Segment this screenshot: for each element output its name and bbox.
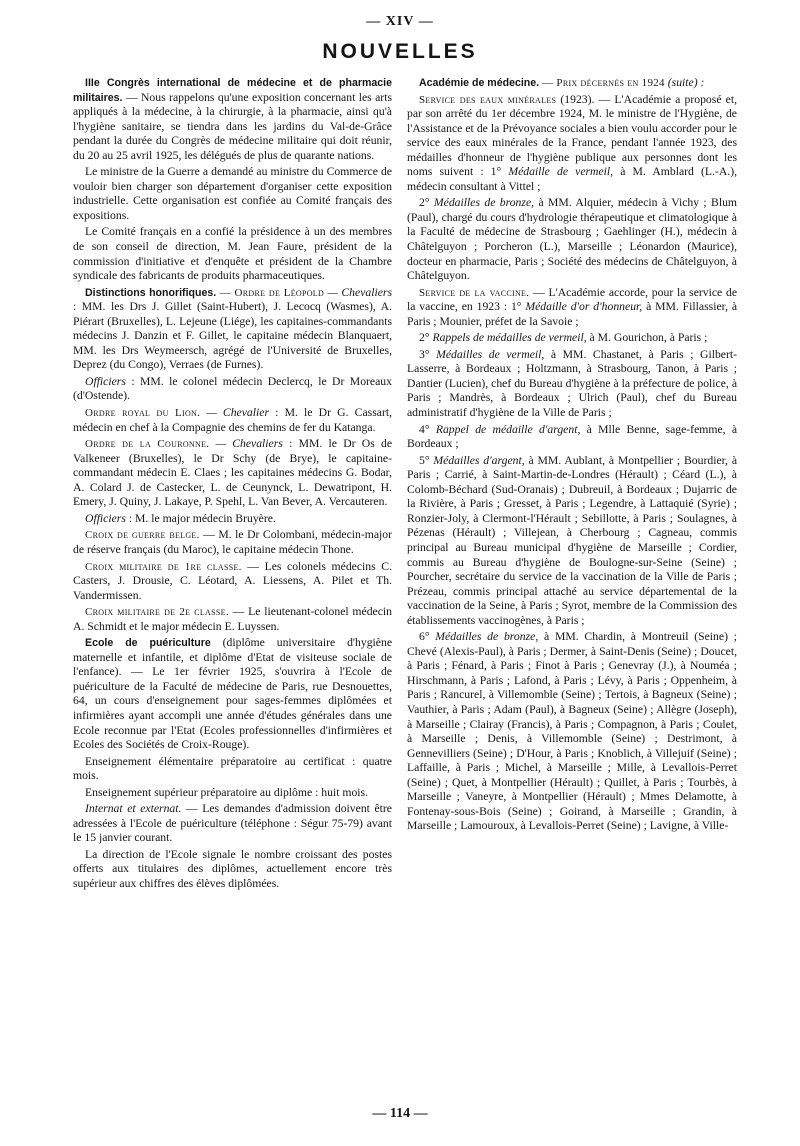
paragraph-elementaire: Enseignement élémentaire préparatoire au certificat : quatre mois.: [73, 754, 392, 783]
text-croix-guerre: — M. le Dr Colombani, médecin-major de réserve français (du Maroc), le capitaine médecin Thone.: [73, 528, 393, 556]
paragraph-distinctions: [73, 286, 392, 373]
paragraph-academie: [407, 76, 737, 91]
text-croix-1re: — Les colonels médecins C. Casters, J. Drousie, C. Léotard, A. Liessens, A. Pilet et Th. Vandermissen.: [73, 559, 392, 602]
label-suite: (suite) :: [667, 76, 705, 89]
page-number: — 114 —: [372, 1106, 428, 1121]
paragraph-internat: [73, 802, 392, 846]
text-eaux: (1923). — L'Académie a proposé et, par son arrêté du 1er décembre 1924, M. le ministre de l'Hygiène, de l'Assistance et de la Prévoyance sociales a bien voulu accorder pour le service des eaux minérales de la France, pendant l'année 1923, des médailles d'honneur de l'hygiène publique aux personnes dont les noms suivent : 1°: [407, 92, 738, 179]
paragraph-vermeil: [407, 348, 737, 421]
label-rappels-vermeil: Rappels de médailles de vermeil,: [432, 331, 587, 345]
label-argent: Médailles d'argent,: [433, 453, 525, 467]
paragraph-argent: [407, 454, 737, 629]
heading-vaccine: Service de la vaccine.: [419, 286, 530, 299]
text-vermeil: à MM. Chastanet, à Paris ; Gilbert-Lasserre, à Bordeaux ; Holtzmann, à Strasbourg, Tanon, à Paris ; Dantier (Lucien), chef du Bureau d'hygiène à la préfecture de police, à Paris ; Mandrès, à Bordeaux ; Ulrich (Paul), chef du Bureau administratif d'hygiène de la Ville de Paris ;: [407, 347, 738, 420]
page-roman-numeral: — XIV —: [366, 14, 434, 29]
paragraph-bronze: [407, 630, 737, 834]
paragraph-comite: Le Comité français en a confié la présidence à un des membres de son conseil de direction, M. Jean Faure, président de la commission d'initiative et d'enquête et président de la Chambre syndicale des fabricants de produits pharmaceutiques.: [73, 225, 392, 283]
paragraph-couronne: [73, 437, 392, 510]
text-croix-2e: — Le lieutenant-colonel médecin A. Schmidt et le major médecin E. Luyssen.: [73, 605, 393, 633]
num-argent: 5°: [419, 453, 430, 467]
text-eaux-2: à M. Amblard (L.-A.), médecin consultant à Vittel ;: [407, 165, 738, 193]
text-rappel-argent: à Mlle Benne, sage-femme, à Bordeaux ;: [407, 422, 738, 451]
paragraph-rappels-vermeil: [407, 331, 737, 346]
paragraph-eaux-minerales: [407, 93, 737, 195]
num-rappels: 2°: [419, 331, 430, 345]
order-leopold: — Ordre de Léopold: [219, 286, 325, 299]
text-bronze-eaux: à MM. Alquier, médecin à Vichy ; Blum (Paul), chargé du cours d'hydrologie thérapeutique et climatologique à la Faculté de médecine de Strasbourg ; Gaehlinger (H.), médecin à Châtelguyon ; Porcheron (L.), Marseille ; Léonardon (Maurice), docteur en pharmacie, Paris ; Société des médecins de Châtelguyon, à Châtelguyon.: [407, 196, 738, 283]
left-column: [73, 76, 392, 894]
paragraph-congres: [73, 76, 392, 163]
text-officiers-couronne: : M. le major médecin Bruyère.: [128, 511, 276, 525]
order-croix-2e: Croix militaire de 2e classe.: [85, 606, 229, 619]
label-or: Médaille d'or d'honneur,: [525, 300, 643, 314]
order-couronne: Ordre de la Couronne.: [85, 438, 210, 451]
text-leopold: : MM. les Drs J. Gillet (Saint-Hubert), J. Lecocq (Wasmes), A. Piérart (Bruxelles), L. Lejeune (Liége), les capitaines-commandants médecins J. Danzin et F. Gillet, le capitaine médecin Blanquaert, MM. les Drs Weymeersch, agrégé de l'Université de Bruxelles, Deprez (du Congo), Verraes (de Furnes).: [73, 300, 392, 372]
lead-puericulture: Ecole de puériculture: [85, 637, 211, 650]
paragraph-croix-2e: [73, 605, 392, 634]
text-internat: — Les demandes d'admission doivent être adressées à l'Ecole de puériculture (téléphone : Ségur 75-79) avant le 15 janvier courant.: [73, 802, 392, 845]
paragraph-ministre: Le ministre de la Guerre a demandé au ministre du Commerce de vouloir bien charger son département d'organiser cette exposition industrielle. Cette organisation est confiée au Comité français des expositions.: [73, 165, 392, 222]
text-officiers: : MM. le colonel médecin Declercq, le Dr Moreaux (d'Ostende).: [73, 374, 392, 403]
text-puericulture: (diplôme universitaire d'hygiène maternelle et infantile, et diplôme d'Etat de visiteuse sociale de l'enfance). — Le 1er février 1925, s'ouvrira à l'Ecole de puériculture de la Faculté de médecine de Paris, rue Desnouettes, 64, un cours d'enseignement pour sages-femmes diplômées et infirmières ayant accompli une année d'études générales dans une Ecole reconnue par l'Etat (Ecoles professionnelles d'infirmières et Ecoles des Sociétés de Croix-Rouge).: [73, 636, 393, 752]
lead-academie: Académie de médecine.: [419, 77, 540, 89]
label-chevaliers-couronne: — Chevaliers: [215, 437, 283, 451]
label-rappel-argent: Rappel de médaille d'argent,: [435, 422, 581, 436]
text-argent: à MM. Aublant, à Montpellier ; Bourdier, à Paris ; Carrié, à Saint-Martin-de-Londres (Hérault) ; Céard (L.), à Colomb-Béchard (Sud-Oranais) ; Dubreuil, à Bordeaux ; Dujarric de la Rivière, à Paris ; Gresset, à Paris ; Legendre, à Lattaquié (Syrie) ; Ronzier-Joly, à Clermont-l'Hérault ; Sebillotte, à Paris ; Soulagnes, à Pézenas (Hérault) ; Villejean, à Cherbourg ; Cagneau, commis principal au Bureau municipal d'hygiène de Marseille ; Cordier, commis au Bureau d'hygiène de Boulogne-sur-Seine (Seine) ; Pourcher, secrétaire du service de la vaccination de la Ville de Paris ; Prézeau, commis principal attaché au service départemental de la vaccination de la Seine, à Paris ; Syrot, membre de la Commission des établissements vaccinogènes, à Paris ;: [407, 453, 738, 627]
paragraph-croix-1re: [73, 560, 392, 604]
paragraph-superieur: Enseignement supérieur préparatoire au diplôme : huit mois.: [85, 785, 369, 799]
paragraph-bronze-eaux: [407, 196, 737, 283]
text-vaccine-2: à MM. Fillassier, à Paris ; Mounier, préfet de la Savoie ;: [407, 300, 738, 328]
num-vermeil: 3°: [419, 347, 430, 361]
label-chevalier: — Chevalier: [206, 406, 269, 420]
text-vaccine: — L'Académie accorde, pour la service de la vaccine, en 1923 : 1°: [407, 285, 738, 314]
label-internat: Internat et externat.: [85, 802, 182, 816]
text-bronze: à MM. Chardin, à Montreuil (Seine) ; Chevé (Alexis-Paul), à Paris ; Dermer, à Saint-Denis (Seine) ; Doucet, à Paris ; Fénard, à Paris ; Finot à Paris ; Genevray (J.), à Nouméa ; Hirschmann, à Paris ; Lafond, à Paris ; Lévy, à Paris ; Oppenheim, à Paris ; Rancurel, à Villemomble (Seine) ; Tertois, à Bagneux (Seine) ; Vauthier, à Paris ; Adam (Paul), à Bagneux (Seine) ; Allègre (Joseph), à Marseille ; Clairay (Francis), à Paris ; Compagnon, à Paris ; Coulet, à Marseille ; Denis, à Villemomble (Seine) ; Destrimont, à Gennevilliers (Seine) ; D'Hour, à Paris ; Knoblich, à Villejuif (Seine) ; Laffaille, à Paris ; Michel, à Marseille ; Mille, à Levallois-Perret (Seine) ; Quet, à Montpellier (Hérault) ; Quillet, à Paris ; Tourbès, à Marseille ; Vaneyre, à Montpellier (Hérault) ; Mmes Delamotte, à Fontenay-sous-Bois (Seine) ; Goirand, à Marseille ; Grandin, à Marseille ; Lamouroux, à Levallois-Perret (Seine) ; Lavigne, à Ville-: [407, 630, 737, 833]
order-croix-guerre: Croix de guerre belge.: [85, 529, 200, 542]
label-bronze-eaux: Médailles de bronze,: [433, 196, 535, 210]
text-congres: — Nous rappelons qu'une exposition concernant les arts appliqués à la médecine, à la chirurgie, à la pharmacie, ainsi qu'à l'hygiène sanitaire, se tiendra dans les jardins du Val-de-Grâce pendant la durée du Congrès de médecine militaire qui doit réunir, du 20 au 25 avril 1925, les délégués de plus de quarante nations.: [73, 90, 392, 162]
paragraph-officiers: [73, 375, 392, 404]
text-couronne: : MM. le Dr Os de Valkeneer (Bruxelles), le Dr Schy (de Brye), le capitaine-commandant médecin E. Claes ; les capitaines médecins G. Bodar, A. Colard J. de Castecker, L. de Ceunynck, L. Dewatripont, H. Emery, J. Quiny, J. Lakaye, P. Spehl, L. Van Bever, A. Vercauteren.: [73, 437, 393, 509]
label-chevaliers: — Chevaliers: [327, 285, 393, 299]
right-column: [407, 76, 737, 836]
text-lion: : M. le Dr G. Cassart, médecin en chef à la Compagnie des chemins de fer du Katanga.: [73, 406, 393, 434]
section-title: NOUVELLES: [322, 40, 478, 63]
lead-distinctions: Distinctions honorifiques.: [85, 286, 217, 299]
num-bronze: 6°: [419, 630, 430, 644]
num-rappel-argent: 4°: [419, 422, 430, 436]
heading-prix: — Prix décernés en 1924: [542, 77, 665, 89]
label-vermeil: Médailles de vermeil,: [436, 347, 545, 361]
heading-eaux: Service des eaux minérales: [419, 93, 557, 106]
paragraph-officiers-couronne: [73, 512, 392, 527]
label-bronze: Médailles de bronze,: [435, 630, 539, 644]
order-lion: Ordre royal du Lion.: [85, 407, 201, 420]
paragraph-puericulture: [73, 636, 392, 752]
label-officiers: Officiers: [85, 374, 126, 388]
label-vermeil-1: Médaille de vermeil,: [508, 165, 614, 179]
paragraph-rappel-argent: [407, 423, 737, 452]
paragraph-vaccine: [407, 286, 737, 330]
paragraph-lion: [73, 406, 392, 435]
order-croix-1re: Croix militaire de 1re classe.: [85, 560, 242, 573]
num-bronze-eaux: 2°: [419, 196, 430, 210]
paragraph-direction: La direction de l'Ecole signale le nombre croissant des postes offerts aux titulaires des diplômes, actuellement encore très supérieur aux chiffres des élèves diplômées.: [73, 847, 392, 890]
label-officiers-couronne: Officiers: [85, 511, 126, 525]
text-rappels-vermeil: à M. Gourichon, à Paris ;: [589, 331, 708, 345]
paragraph-croix-guerre: [73, 528, 392, 557]
lead-congres: IIIe Congrès international de médecine et de pharmacie militaires.: [73, 77, 392, 104]
